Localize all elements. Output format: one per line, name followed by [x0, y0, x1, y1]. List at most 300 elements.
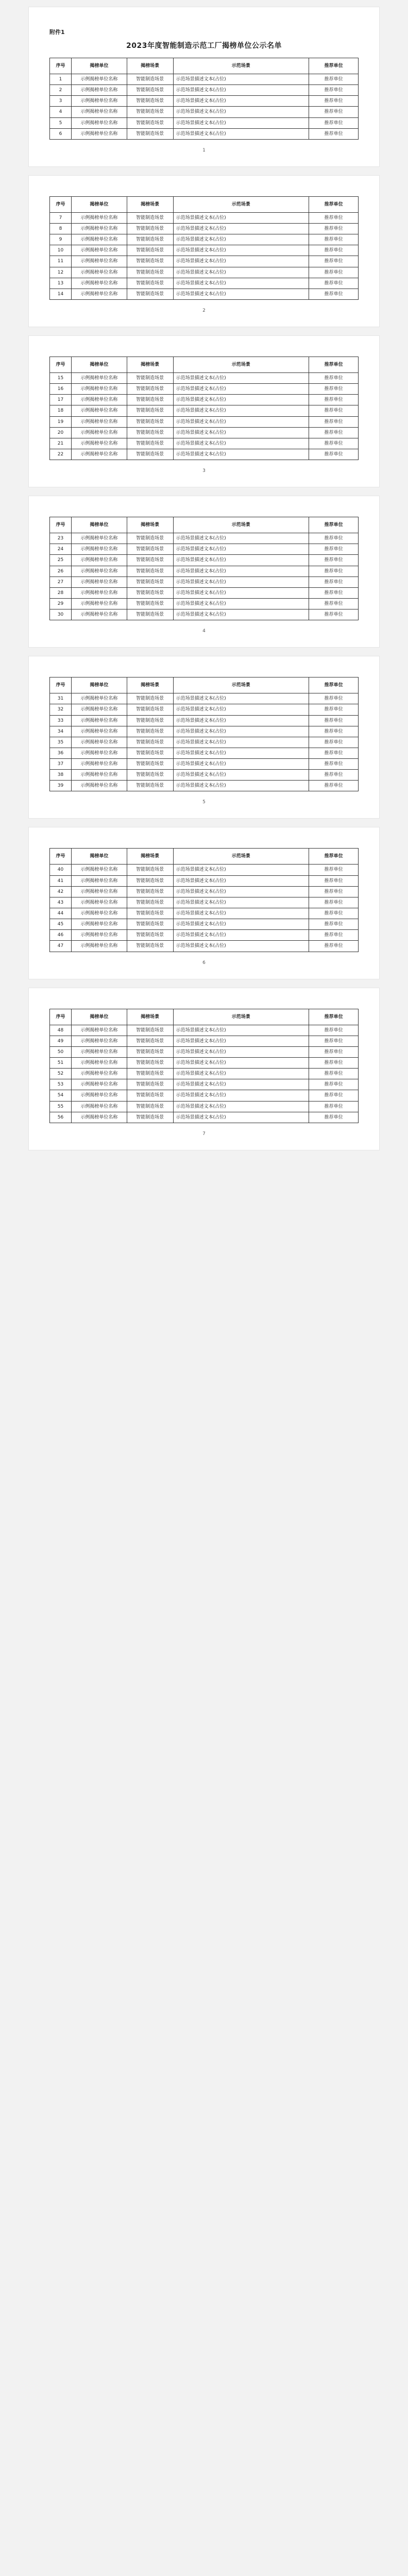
- company-name-cell: 示例揭榜单位名称: [71, 212, 127, 223]
- table-row: [50, 278, 359, 289]
- table-row: [50, 267, 359, 278]
- page-number: 5: [202, 800, 206, 805]
- scene-cell: 智能制造场景: [127, 384, 173, 395]
- table-row: [50, 1046, 359, 1057]
- table-row: [50, 384, 359, 395]
- table-row: [50, 416, 359, 427]
- column-header: 推荐单位: [309, 1009, 359, 1025]
- recommending-unit-cell: 推荐单位: [309, 737, 359, 748]
- scene-cell: 智能制造场景: [127, 234, 173, 245]
- scene-cell: 智能制造场景: [127, 1069, 173, 1079]
- description-cell: 示范场景描述文本(占位): [173, 704, 309, 715]
- table-row: [50, 1079, 359, 1090]
- company-name-cell: 示例揭榜单位名称: [71, 726, 127, 737]
- roster-table: [49, 1009, 359, 1123]
- table-row: [50, 748, 359, 758]
- recommending-unit-cell: 推荐单位: [309, 930, 359, 941]
- column-header: 推荐单位: [309, 849, 359, 865]
- serial-number-cell: 11: [50, 256, 72, 267]
- description-cell: 示范场景描述文本(占位): [173, 128, 309, 139]
- recommending-unit-cell: 推荐单位: [309, 427, 359, 438]
- recommending-unit-cell: 推荐单位: [309, 544, 359, 555]
- recommending-unit-cell: 推荐单位: [309, 117, 359, 128]
- recommending-unit-cell: 推荐单位: [309, 875, 359, 886]
- table-row: [50, 577, 359, 587]
- serial-number-cell: 24: [50, 544, 72, 555]
- table-row: [50, 438, 359, 449]
- scene-cell: 智能制造场景: [127, 715, 173, 726]
- company-name-cell: 示例揭榜单位名称: [71, 533, 127, 544]
- description-cell: 示范场景描述文本(占位): [173, 919, 309, 930]
- page-number: 2: [202, 308, 206, 313]
- company-name-cell: 示例揭榜单位名称: [71, 405, 127, 416]
- table-row: [50, 941, 359, 952]
- company-name-cell: 示例揭榜单位名称: [71, 1058, 127, 1069]
- document-title: 2023年度智能制造示范工厂揭榜单位公示名单: [126, 42, 282, 50]
- company-name-cell: 示例揭榜单位名称: [71, 1079, 127, 1090]
- description-cell: 示范场景描述文本(占位): [173, 1058, 309, 1069]
- company-name-cell: 示例揭榜单位名称: [71, 117, 127, 128]
- serial-number-cell: 4: [50, 107, 72, 117]
- serial-number-cell: 44: [50, 908, 72, 919]
- company-name-cell: 示例揭榜单位名称: [71, 1069, 127, 1079]
- scene-cell: 智能制造场景: [127, 908, 173, 919]
- company-name-cell: 示例揭榜单位名称: [71, 781, 127, 791]
- recommending-unit-cell: 推荐单位: [309, 919, 359, 930]
- page-number: 6: [202, 960, 206, 965]
- column-header: 推荐单位: [309, 357, 359, 372]
- recommending-unit-cell: 推荐单位: [309, 1090, 359, 1101]
- table-row: [50, 875, 359, 886]
- description-cell: 示范场景描述文本(占位): [173, 886, 309, 897]
- serial-number-cell: 29: [50, 598, 72, 609]
- table-row: [50, 759, 359, 770]
- table-row: [50, 533, 359, 544]
- scene-cell: 智能制造场景: [127, 427, 173, 438]
- scene-cell: 智能制造场景: [127, 372, 173, 383]
- company-name-cell: 示例揭榜单位名称: [71, 416, 127, 427]
- description-cell: 示范场景描述文本(占位): [173, 1112, 309, 1123]
- roster-table: [49, 196, 359, 300]
- description-cell: 示范场景描述文本(占位): [173, 1079, 309, 1090]
- serial-number-cell: 21: [50, 438, 72, 449]
- scene-cell: 智能制造场景: [127, 245, 173, 256]
- company-name-cell: 示例揭榜单位名称: [71, 587, 127, 598]
- recommending-unit-cell: 推荐单位: [309, 781, 359, 791]
- recommending-unit-cell: 推荐单位: [309, 1036, 359, 1046]
- page-number: 3: [202, 468, 206, 474]
- scene-cell: 智能制造场景: [127, 1101, 173, 1112]
- serial-number-cell: 52: [50, 1069, 72, 1079]
- scene-cell: 智能制造场景: [127, 1079, 173, 1090]
- company-name-cell: 示例揭榜单位名称: [71, 897, 127, 908]
- document-page: [29, 988, 379, 1150]
- scene-cell: 智能制造场景: [127, 256, 173, 267]
- table-row: [50, 919, 359, 930]
- recommending-unit-cell: 推荐单位: [309, 96, 359, 107]
- company-name-cell: 示例揭榜单位名称: [71, 566, 127, 577]
- table-row: [50, 85, 359, 96]
- table-row: [50, 107, 359, 117]
- table-row: [50, 256, 359, 267]
- column-header: 示范场景: [173, 58, 309, 74]
- document-page: [29, 496, 379, 647]
- description-cell: 示范场景描述文本(占位): [173, 770, 309, 781]
- company-name-cell: 示例揭榜单位名称: [71, 234, 127, 245]
- company-name-cell: 示例揭榜单位名称: [71, 96, 127, 107]
- scene-cell: 智能制造场景: [127, 74, 173, 85]
- description-cell: 示范场景描述文本(占位): [173, 107, 309, 117]
- recommending-unit-cell: 推荐单位: [309, 128, 359, 139]
- company-name-cell: 示例揭榜单位名称: [71, 256, 127, 267]
- recommending-unit-cell: 推荐单位: [309, 212, 359, 223]
- description-cell: 示范场景描述文本(占位): [173, 941, 309, 952]
- company-name-cell: 示例揭榜单位名称: [71, 1090, 127, 1101]
- attachment-label: 附件1: [49, 29, 65, 36]
- recommending-unit-cell: 推荐单位: [309, 897, 359, 908]
- table-header-row: [50, 1009, 359, 1025]
- serial-number-cell: 27: [50, 577, 72, 587]
- description-cell: 示范场景描述文本(占位): [173, 737, 309, 748]
- company-name-cell: 示例揭榜单位名称: [71, 919, 127, 930]
- description-cell: 示范场景描述文本(占位): [173, 1046, 309, 1057]
- description-cell: 示范场景描述文本(占位): [173, 416, 309, 427]
- column-header: 示范场景: [173, 1009, 309, 1025]
- company-name-cell: 示例揭榜单位名称: [71, 1046, 127, 1057]
- serial-number-cell: 30: [50, 609, 72, 620]
- company-name-cell: 示例揭榜单位名称: [71, 941, 127, 952]
- scene-cell: 智能制造场景: [127, 405, 173, 416]
- table-row: [50, 427, 359, 438]
- recommending-unit-cell: 推荐单位: [309, 577, 359, 587]
- document-page: [29, 336, 379, 487]
- recommending-unit-cell: 推荐单位: [309, 1112, 359, 1123]
- roster-table: [49, 517, 359, 620]
- description-cell: 示范场景描述文本(占位): [173, 267, 309, 278]
- column-header: 推荐单位: [309, 677, 359, 693]
- description-cell: 示范场景描述文本(占位): [173, 438, 309, 449]
- recommending-unit-cell: 推荐单位: [309, 256, 359, 267]
- column-header: 推荐单位: [309, 517, 359, 533]
- description-cell: 示范场景描述文本(占位): [173, 759, 309, 770]
- column-header: 序号: [50, 357, 72, 372]
- recommending-unit-cell: 推荐单位: [309, 1101, 359, 1112]
- table-row: [50, 395, 359, 405]
- recommending-unit-cell: 推荐单位: [309, 609, 359, 620]
- column-header: 揭榜单位: [71, 849, 127, 865]
- table-header-row: [50, 517, 359, 533]
- table-row: [50, 781, 359, 791]
- description-cell: 示范场景描述文本(占位): [173, 1101, 309, 1112]
- serial-number-cell: 36: [50, 748, 72, 758]
- serial-number-cell: 31: [50, 693, 72, 704]
- table-row: [50, 405, 359, 416]
- company-name-cell: 示例揭榜单位名称: [71, 1112, 127, 1123]
- company-name-cell: 示例揭榜单位名称: [71, 759, 127, 770]
- table-row: [50, 737, 359, 748]
- serial-number-cell: 12: [50, 267, 72, 278]
- recommending-unit-cell: 推荐单位: [309, 1058, 359, 1069]
- table-row: [50, 128, 359, 139]
- serial-number-cell: 50: [50, 1046, 72, 1057]
- recommending-unit-cell: 推荐单位: [309, 107, 359, 117]
- recommending-unit-cell: 推荐单位: [309, 941, 359, 952]
- scene-cell: 智能制造场景: [127, 726, 173, 737]
- table-row: [50, 372, 359, 383]
- recommending-unit-cell: 推荐单位: [309, 372, 359, 383]
- column-header: 揭榜单位: [71, 677, 127, 693]
- company-name-cell: 示例揭榜单位名称: [71, 693, 127, 704]
- table-row: [50, 770, 359, 781]
- scene-cell: 智能制造场景: [127, 96, 173, 107]
- description-cell: 示范场景描述文本(占位): [173, 693, 309, 704]
- document-page: [29, 176, 379, 327]
- recommending-unit-cell: 推荐单位: [309, 598, 359, 609]
- scene-cell: 智能制造场景: [127, 1058, 173, 1069]
- description-cell: 示范场景描述文本(占位): [173, 85, 309, 96]
- scene-cell: 智能制造场景: [127, 438, 173, 449]
- serial-number-cell: 17: [50, 395, 72, 405]
- description-cell: 示范场景描述文本(占位): [173, 74, 309, 85]
- scene-cell: 智能制造场景: [127, 704, 173, 715]
- column-header: 序号: [50, 1009, 72, 1025]
- scene-cell: 智能制造场景: [127, 693, 173, 704]
- description-cell: 示范场景描述文本(占位): [173, 566, 309, 577]
- description-cell: 示范场景描述文本(占位): [173, 1036, 309, 1046]
- serial-number-cell: 43: [50, 897, 72, 908]
- column-header: 推荐单位: [309, 196, 359, 212]
- recommending-unit-cell: 推荐单位: [309, 726, 359, 737]
- company-name-cell: 示例揭榜单位名称: [71, 289, 127, 299]
- table-row: [50, 1058, 359, 1069]
- recommending-unit-cell: 推荐单位: [309, 759, 359, 770]
- column-header: 揭榜单位: [71, 357, 127, 372]
- recommending-unit-cell: 推荐单位: [309, 449, 359, 460]
- company-name-cell: 示例揭榜单位名称: [71, 372, 127, 383]
- description-cell: 示范场景描述文本(占位): [173, 865, 309, 875]
- description-cell: 示范场景描述文本(占位): [173, 781, 309, 791]
- serial-number-cell: 8: [50, 223, 72, 234]
- recommending-unit-cell: 推荐单位: [309, 438, 359, 449]
- company-name-cell: 示例揭榜单位名称: [71, 1101, 127, 1112]
- scene-cell: 智能制造场景: [127, 609, 173, 620]
- description-cell: 示范场景描述文本(占位): [173, 223, 309, 234]
- recommending-unit-cell: 推荐单位: [309, 908, 359, 919]
- description-cell: 示范场景描述文本(占位): [173, 533, 309, 544]
- column-header: 揭榜场景: [127, 1009, 173, 1025]
- scene-cell: 智能制造场景: [127, 587, 173, 598]
- company-name-cell: 示例揭榜单位名称: [71, 748, 127, 758]
- company-name-cell: 示例揭榜单位名称: [71, 449, 127, 460]
- serial-number-cell: 41: [50, 875, 72, 886]
- table-row: [50, 865, 359, 875]
- column-header: 序号: [50, 58, 72, 74]
- description-cell: 示范场景描述文本(占位): [173, 289, 309, 299]
- company-name-cell: 示例揭榜单位名称: [71, 107, 127, 117]
- column-header: 序号: [50, 517, 72, 533]
- scene-cell: 智能制造场景: [127, 770, 173, 781]
- scene-cell: 智能制造场景: [127, 289, 173, 299]
- serial-number-cell: 9: [50, 234, 72, 245]
- scene-cell: 智能制造场景: [127, 223, 173, 234]
- company-name-cell: 示例揭榜单位名称: [71, 85, 127, 96]
- description-cell: 示范场景描述文本(占位): [173, 96, 309, 107]
- description-cell: 示范场景描述文本(占位): [173, 555, 309, 566]
- description-cell: 示范场景描述文本(占位): [173, 405, 309, 416]
- description-cell: 示范场景描述文本(占位): [173, 908, 309, 919]
- serial-number-cell: 34: [50, 726, 72, 737]
- description-cell: 示范场景描述文本(占位): [173, 930, 309, 941]
- company-name-cell: 示例揭榜单位名称: [71, 128, 127, 139]
- scene-cell: 智能制造场景: [127, 416, 173, 427]
- recommending-unit-cell: 推荐单位: [309, 395, 359, 405]
- serial-number-cell: 46: [50, 930, 72, 941]
- serial-number-cell: 10: [50, 245, 72, 256]
- document-viewer: [0, 7, 408, 1150]
- recommending-unit-cell: 推荐单位: [309, 886, 359, 897]
- serial-number-cell: 42: [50, 886, 72, 897]
- roster-table: [49, 58, 359, 140]
- scene-cell: 智能制造场景: [127, 85, 173, 96]
- serial-number-cell: 48: [50, 1025, 72, 1036]
- serial-number-cell: 16: [50, 384, 72, 395]
- table-row: [50, 212, 359, 223]
- company-name-cell: 示例揭榜单位名称: [71, 875, 127, 886]
- company-name-cell: 示例揭榜单位名称: [71, 1025, 127, 1036]
- serial-number-cell: 37: [50, 759, 72, 770]
- recommending-unit-cell: 推荐单位: [309, 416, 359, 427]
- serial-number-cell: 38: [50, 770, 72, 781]
- table-row: [50, 693, 359, 704]
- serial-number-cell: 55: [50, 1101, 72, 1112]
- column-header: 揭榜单位: [71, 517, 127, 533]
- description-cell: 示范场景描述文本(占位): [173, 544, 309, 555]
- roster-table: [49, 848, 359, 952]
- scene-cell: 智能制造场景: [127, 555, 173, 566]
- recommending-unit-cell: 推荐单位: [309, 587, 359, 598]
- table-row: [50, 1090, 359, 1101]
- description-cell: 示范场景描述文本(占位): [173, 427, 309, 438]
- description-cell: 示范场景描述文本(占位): [173, 212, 309, 223]
- recommending-unit-cell: 推荐单位: [309, 566, 359, 577]
- page-number: 1: [202, 147, 206, 153]
- description-cell: 示范场景描述文本(占位): [173, 875, 309, 886]
- table-row: [50, 1025, 359, 1036]
- description-cell: 示范场景描述文本(占位): [173, 1090, 309, 1101]
- column-header: 揭榜场景: [127, 517, 173, 533]
- scene-cell: 智能制造场景: [127, 1090, 173, 1101]
- table-row: [50, 1069, 359, 1079]
- serial-number-cell: 33: [50, 715, 72, 726]
- recommending-unit-cell: 推荐单位: [309, 1025, 359, 1036]
- column-header: 示范场景: [173, 357, 309, 372]
- serial-number-cell: 3: [50, 96, 72, 107]
- scene-cell: 智能制造场景: [127, 117, 173, 128]
- company-name-cell: 示例揭榜单位名称: [71, 577, 127, 587]
- recommending-unit-cell: 推荐单位: [309, 715, 359, 726]
- table-row: [50, 587, 359, 598]
- company-name-cell: 示例揭榜单位名称: [71, 544, 127, 555]
- serial-number-cell: 26: [50, 566, 72, 577]
- company-name-cell: 示例揭榜单位名称: [71, 737, 127, 748]
- scene-cell: 智能制造场景: [127, 598, 173, 609]
- table-row: [50, 117, 359, 128]
- serial-number-cell: 56: [50, 1112, 72, 1123]
- column-header: 序号: [50, 677, 72, 693]
- scene-cell: 智能制造场景: [127, 267, 173, 278]
- serial-number-cell: 14: [50, 289, 72, 299]
- recommending-unit-cell: 推荐单位: [309, 1046, 359, 1057]
- table-row: [50, 715, 359, 726]
- recommending-unit-cell: 推荐单位: [309, 278, 359, 289]
- serial-number-cell: 54: [50, 1090, 72, 1101]
- description-cell: 示范场景描述文本(占位): [173, 234, 309, 245]
- table-row: [50, 704, 359, 715]
- column-header: 示范场景: [173, 849, 309, 865]
- table-row: [50, 544, 359, 555]
- serial-number-cell: 25: [50, 555, 72, 566]
- table-row: [50, 1101, 359, 1112]
- serial-number-cell: 47: [50, 941, 72, 952]
- description-cell: 示范场景描述文本(占位): [173, 117, 309, 128]
- description-cell: 示范场景描述文本(占位): [173, 598, 309, 609]
- company-name-cell: 示例揭榜单位名称: [71, 555, 127, 566]
- scene-cell: 智能制造场景: [127, 897, 173, 908]
- column-header: 揭榜单位: [71, 196, 127, 212]
- table-row: [50, 908, 359, 919]
- description-cell: 示范场景描述文本(占位): [173, 715, 309, 726]
- recommending-unit-cell: 推荐单位: [309, 748, 359, 758]
- table-row: [50, 96, 359, 107]
- column-header: 序号: [50, 849, 72, 865]
- recommending-unit-cell: 推荐单位: [309, 533, 359, 544]
- column-header: 揭榜单位: [71, 58, 127, 74]
- company-name-cell: 示例揭榜单位名称: [71, 865, 127, 875]
- document-page: [29, 827, 379, 978]
- recommending-unit-cell: 推荐单位: [309, 405, 359, 416]
- document-page: [29, 656, 379, 818]
- description-cell: 示范场景描述文本(占位): [173, 384, 309, 395]
- scene-cell: 智能制造场景: [127, 1112, 173, 1123]
- company-name-cell: 示例揭榜单位名称: [71, 245, 127, 256]
- page-number: 7: [202, 1131, 206, 1137]
- table-row: [50, 449, 359, 460]
- table-row: [50, 609, 359, 620]
- recommending-unit-cell: 推荐单位: [309, 245, 359, 256]
- scene-cell: 智能制造场景: [127, 533, 173, 544]
- serial-number-cell: 45: [50, 919, 72, 930]
- serial-number-cell: 19: [50, 416, 72, 427]
- recommending-unit-cell: 推荐单位: [309, 865, 359, 875]
- recommending-unit-cell: 推荐单位: [309, 704, 359, 715]
- scene-cell: 智能制造场景: [127, 544, 173, 555]
- company-name-cell: 示例揭榜单位名称: [71, 704, 127, 715]
- recommending-unit-cell: 推荐单位: [309, 384, 359, 395]
- document-page: [29, 7, 379, 166]
- company-name-cell: 示例揭榜单位名称: [71, 384, 127, 395]
- company-name-cell: 示例揭榜单位名称: [71, 609, 127, 620]
- serial-number-cell: 1: [50, 74, 72, 85]
- column-header: 揭榜单位: [71, 1009, 127, 1025]
- description-cell: 示范场景描述文本(占位): [173, 577, 309, 587]
- scene-cell: 智能制造场景: [127, 1036, 173, 1046]
- company-name-cell: 示例揭榜单位名称: [71, 395, 127, 405]
- scene-cell: 智能制造场景: [127, 107, 173, 117]
- description-cell: 示范场景描述文本(占位): [173, 278, 309, 289]
- scene-cell: 智能制造场景: [127, 1025, 173, 1036]
- serial-number-cell: 35: [50, 737, 72, 748]
- company-name-cell: 示例揭榜单位名称: [71, 770, 127, 781]
